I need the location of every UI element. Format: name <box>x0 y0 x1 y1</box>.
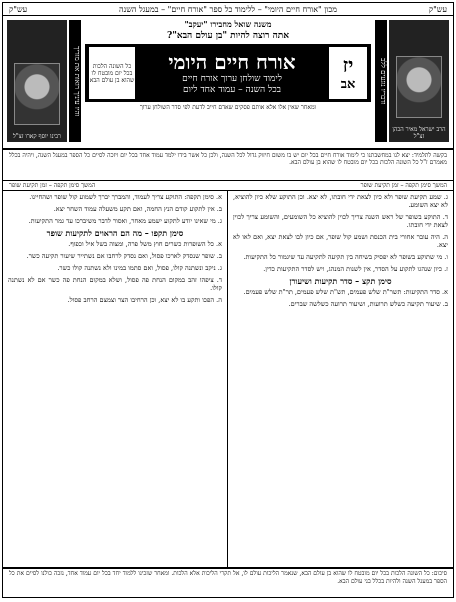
paragraph: ג. מי שאינו יודע לתקוע ישמע מאחר, ואסור לדבר משיברכו עד גמר התקיעות. <box>28 217 222 225</box>
subhead-left: המשך סימן תקפה – זמן תקיעת שופר <box>9 182 96 189</box>
subhead <box>3 181 453 191</box>
info-box: כל השונה הלכות בכל יום מובטח לו שהוא בן עולם הבא <box>88 46 136 100</box>
footer-text: סיכום: כל השונה הלכות בכל יום מובטח לו שהוא בן עולם הבא, שנאמר הליכות עולם לו, אל תקרי הליכות אלא הלכות. ומאחר שזכינו ללמוד יחד בכל יום עמוד אחד, נזכה כולנו לסיים את כל הספר במעגל השנה ולהיות בכלל בני עולם הבא. <box>3 567 453 597</box>
portrait-image <box>396 56 442 118</box>
top-left-label: עש"ק <box>9 4 28 14</box>
right-portrait-caption: הרב ישראל מאיר הכהן זצ"ל <box>392 126 446 140</box>
header-line-2: אתה רוצה להיות "בן עולם הבא"? <box>166 31 290 41</box>
paragraph: ז. כיון שנהגו לתקוע על הסדר, אין לשנות המנהג, ויש לסדר התקיעות כדין. <box>263 265 448 273</box>
paragraph: ו. מי שתוקע בשופר לא יפסיק בשיחה בין תקיעה לתקיעה עד שיגמור כל התקיעות. <box>243 253 448 261</box>
right-portrait <box>389 20 449 142</box>
header-line-1: משנה שואל מחבירו "יעקב" <box>184 19 272 29</box>
header-small-line: ומאחר שאין אלו אלא אותם פסקים שאדם חייב לדעת לפי סדר השולחן ערוך <box>139 104 317 111</box>
title-box <box>85 44 371 102</box>
right-vertical-band: ודבריו נוגעים ללב <box>375 20 387 142</box>
subhead-right: המשך סימן תקפה – זמן תקיעת שופר <box>360 182 447 189</box>
top-strip <box>3 3 453 16</box>
paragraph: ב. שופר שנסדק לארכו פסול, ואם נסדק לרחבו אם נשתייר שיעור תקיעה כשר. <box>26 252 222 260</box>
paragraph: ה. היה עובר אחורי בית הכנסת ושמע קול שופר, אם כיון לבו לצאת יצא, ואם לאו לא יצא. <box>233 233 448 249</box>
page-subtitle-2: בכל השנה – עמוד אחד ליום <box>182 85 281 95</box>
page-title: אורח חיים היומי <box>168 50 296 74</box>
title-text <box>139 50 325 96</box>
date-month: אב <box>340 77 356 92</box>
paragraph: א. סימן תקפה: התוקע צריך לעמוד, והמברך יברך לשמוע קול שופר ושהחיינו. <box>29 193 222 201</box>
section-title: סימן תקצ – סדר תקיעות ושיעורן <box>289 276 392 286</box>
paragraph: א. כל השופרות כשרים חוץ משל פרה, ומצוה בשל איל וכפוף. <box>68 240 222 248</box>
left-vertical-band: והיו עיניך רואות את מוריך <box>69 20 81 142</box>
text-columns <box>3 191 453 577</box>
left-column <box>3 191 228 577</box>
daily-study-page <box>2 2 454 598</box>
paragraph: ג. שמע תקיעת שופר ולא כיון לצאת ידי חובתו, לא יצא. וכן התוקע שלא כיון להוציא, לא יצא השומע. <box>233 193 448 209</box>
page-subtitle: לימוד שולחן ערוך אורח חיים <box>182 74 282 84</box>
top-center-label: מכון "אורח חיים היומי" – ללימוד כל ספר "אורח חיים" – במעגל השנה <box>119 4 337 14</box>
intro-text: בקשה לתלמיד: יצא לנו במחשבתנו כי לימוד אורח חיים בכל יום יש בו משום חיזוק גדול לכל השנה, ולכן כל אשר בידו ילמד עמוד אחד בכל יום ויזכה לסיים כל הספר במעגל השנה, ויהיה בכלל מאמרם ז"ל כל השונה הלכות בכל יום מובטח לו שהוא בן עולם הבא. <box>3 150 453 181</box>
date-box <box>328 46 368 100</box>
paragraph: א. סדר התקיעות: תשר"ת שלש פעמים, תש"ת שלש פעמים, תר"ת שלש פעמים. <box>243 288 448 296</box>
portrait-image <box>14 63 60 125</box>
right-column <box>228 191 453 577</box>
date-day: יז <box>342 53 354 77</box>
paragraph: ב. שיעור תקיעה כשלש תרועות, ושיעור תרועה כשלשה שברים. <box>288 300 448 308</box>
paragraph: ד. ציפהו זהב במקום הנחת פה פסול, ושלא במקום הנחת פה כשר אם לא נשתנה קולו. <box>8 276 222 292</box>
left-portrait <box>7 20 67 142</box>
left-portrait-caption: רבינו יוסף קארו זצ"ל <box>13 133 61 140</box>
paragraph: ה. הפכו ותקע בו לא יצא, וכן הרחיבו הצר וצמצם הרחב פסול. <box>67 296 222 304</box>
paragraph: ד. התוקע בשופר של ראש השנה צריך לכוין להוציא כל השומעים, והשומע צריך לכוין לצאת ידי חובתו. <box>233 213 448 229</box>
header <box>3 16 453 150</box>
paragraph: ג. ניקב ונשתנה קולו, פסול, ואם סתמו במינו ולא נשתנה קולו כשר. <box>57 264 222 272</box>
paragraph: ב. אין לתקוע קודם הנץ החמה, ואם תקע משעלה עמוד השחר יצא. <box>53 205 222 213</box>
section-title: סימן תקפו – מה הם הראוים לתקיעות שופר <box>46 228 184 238</box>
top-right-label: עש"ק <box>428 4 447 14</box>
header-center <box>85 19 371 111</box>
